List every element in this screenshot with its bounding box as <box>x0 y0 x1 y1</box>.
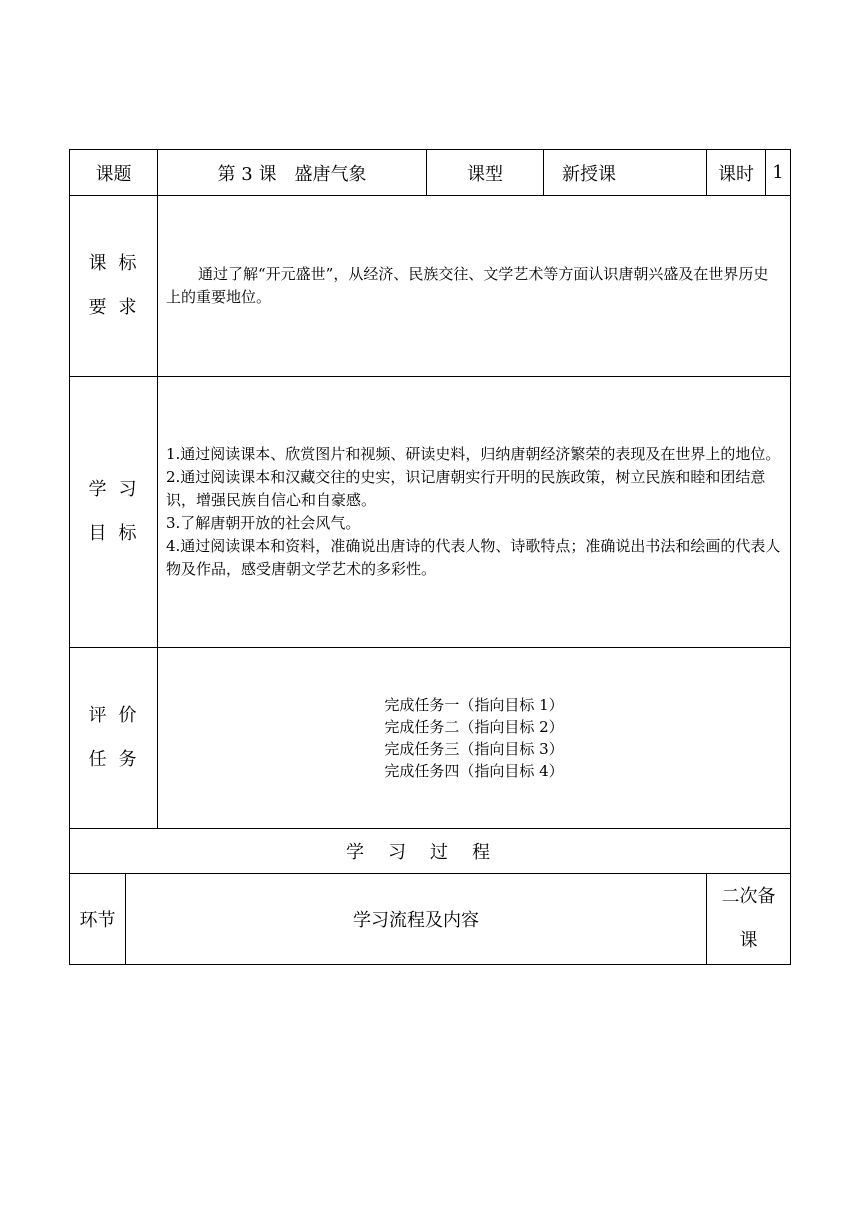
objectives-list <box>158 377 791 648</box>
evaluation-row <box>70 648 791 829</box>
evaluation-label: 评价 任务 <box>70 648 158 829</box>
objective-item: 1.通过阅读课本、欣赏图片和视频、研读史料，归纳唐朝经济繁荣的表现及在世界上的地位。 <box>166 445 781 463</box>
section-label: 环节 <box>70 874 126 965</box>
lesson-plan-sheet <box>69 149 790 965</box>
standard-text: 通过了解“开元盛世”，从经济、民族交往、文学艺术等方面认识唐朝兴盛及在世界历史上的重要地位。 <box>158 196 791 377</box>
lesson-info-table <box>69 149 791 874</box>
type-value: 新授课 <box>544 150 707 196</box>
process-title-row <box>70 829 791 874</box>
objectives-row <box>70 377 791 648</box>
header-row <box>70 150 791 196</box>
evaluation-tasks <box>158 648 791 829</box>
evaluation-task: 完成任务四（指向目标 4） <box>384 762 564 780</box>
hours-value: 1 <box>766 150 791 196</box>
second-prep-label: 二次备 课 <box>707 874 791 965</box>
evaluation-task: 完成任务三（指向目标 3） <box>384 740 564 758</box>
objectives-label: 学习 目标 <box>70 377 158 648</box>
content-label: 学习流程及内容 <box>126 874 707 965</box>
type-label: 课型 <box>427 150 544 196</box>
objective-item: 2.通过阅读课本和汉藏交往的史实，识记唐朝实行开明的民族政策，树立民族和睦和团结意识，增强民族自信心和自豪感。 <box>166 468 766 509</box>
lesson-label: 课题 <box>70 150 158 196</box>
evaluation-task: 完成任务二（指向目标 2） <box>384 718 564 736</box>
process-title: 学习过程 <box>70 829 791 874</box>
process-header-row <box>70 874 791 965</box>
standard-label: 课标 要求 <box>70 196 158 377</box>
hours-label: 课时 <box>707 150 766 196</box>
process-table <box>69 873 791 965</box>
objective-item: 3.了解唐朝开放的社会风气。 <box>166 514 361 532</box>
lesson-title: 第 3 课 盛唐气象 <box>158 150 427 196</box>
objective-item: 4.通过阅读课本和资料，准确说出唐诗的代表人物、诗歌特点；准确说出书法和绘画的代表人物及作品，感受唐朝文学艺术的多彩性。 <box>166 537 781 578</box>
evaluation-task: 完成任务一（指向目标 1） <box>384 696 564 714</box>
standard-row <box>70 196 791 377</box>
